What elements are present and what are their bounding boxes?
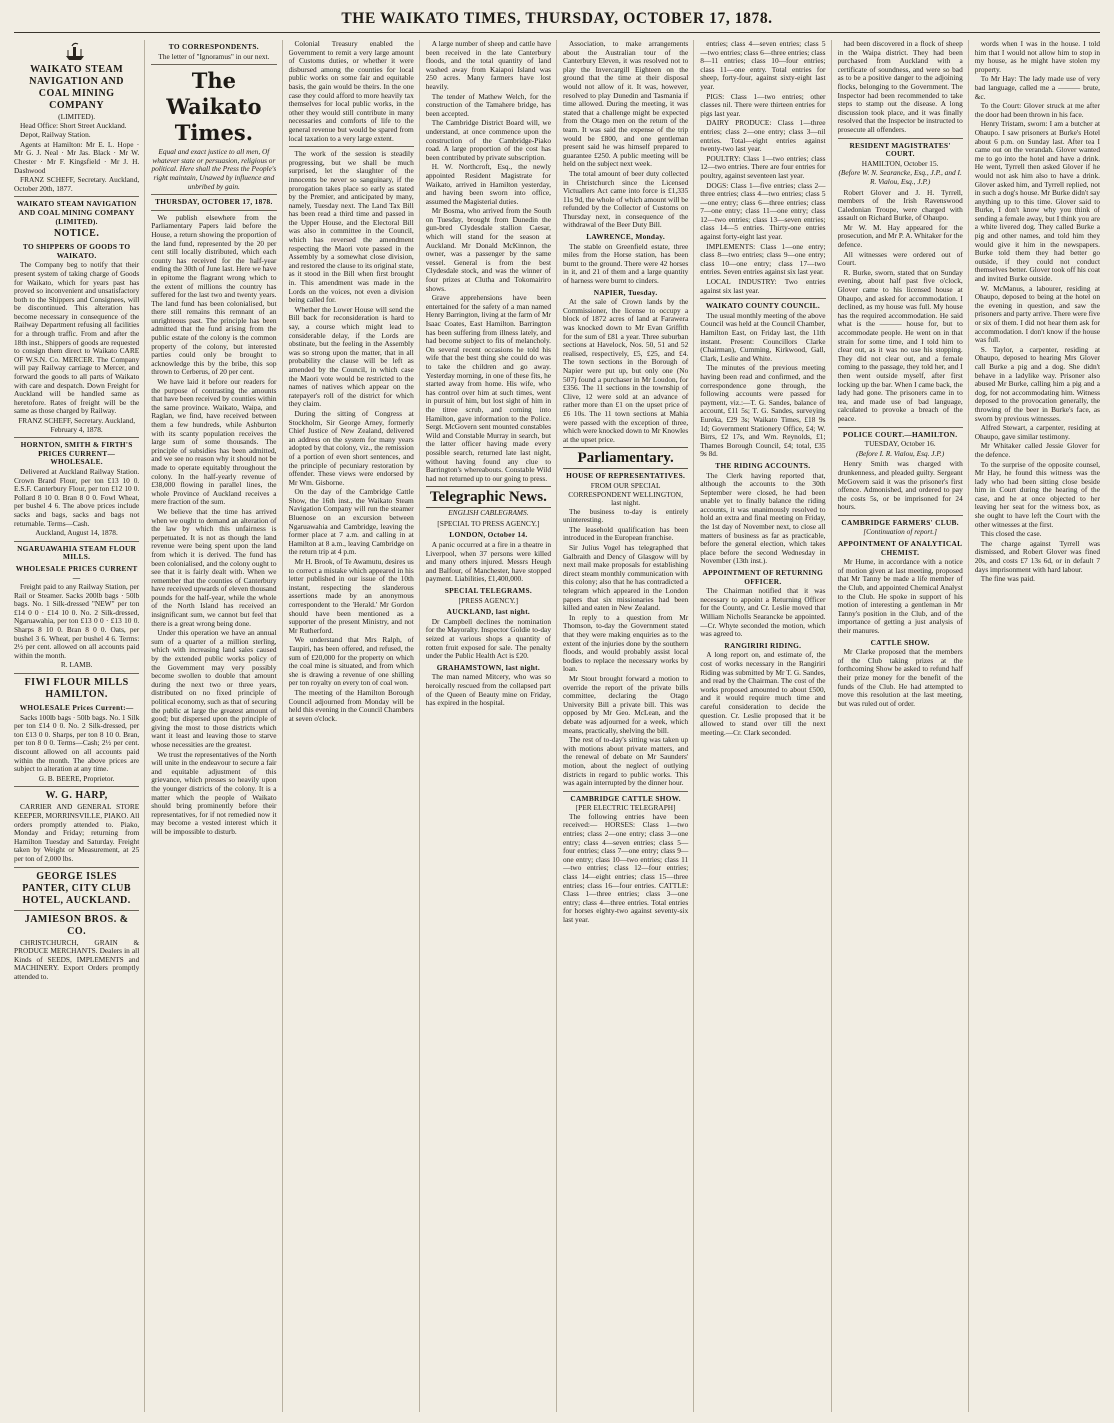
dateline-lawrence: LAWRENCE, Monday. [586,232,665,242]
news-paragraph: The work of the session is steadily progressing, but we shall be much surprised, let the slaughter of the innocents be never so sanguinary, if the prorogation takes place so early as stated by the Premier, and anticipated by many, namely, Tuesday next. The Land Tax Bill has been read a third time and passed in the Upper House, and the Electoral Bill was also in committee in the Council, which has reversed the amendment respecting the Maori vote passed in the Assembly by a somewhat close division, and restored the clause to its original state, as it stood in the Bill when first brought in. This amendment was made in the Lords on the voices, not even a division being called for. [288,149,414,305]
ad4-sign: R. LAMB. [60,660,93,670]
paper-motto: Equal and exact justice to all men, Of whatever state or persuasion, religious or political. Here shall the Press the People's right maintain, Unawed by influence and unbribed by gain. [151,147,277,191]
column-4 [426,40,557,1412]
ad1-line-4: FRANZ SCHEFF, Secretary. Auckland, October 20th, 1877. [14,175,140,193]
news-paragraph: Whether the Lower House will send the Bill back for reconsideration is hard to say, a course which might lead to considerable delay, if the Lords are obstinate, but the feeling in the Assembly was so strong upon the matter, that in all probability the clause will be left as amended by the Council, in which case the Maori vote would be restricted to the names of natives which appear on the ratepayer's roll of the district for which they claim. [288,304,414,409]
ship-logo [14,42,139,62]
news-paragraph: Sir Julius Vogel has telegraphed that Galbraith and Dency of Glasgow will by next mail make proposals for establishing direct steam monthly communication with this colony; also that he has contradicted a telegram which appeared in the London papers that six missionaries had been killed and eaten in New Zealand. [563,543,689,613]
police-court-head: POLICE COURT.—HAMILTON. [842,429,958,439]
separator [14,437,139,438]
news-paragraph: Colonial Treasury enabled the Government to remit a very large amount of Customs duties, or whether it were disbursed among the counties for local public works on some fair and equitable basis, the gain would be theirs. In the one case they could afford to more heavily tax themselves for local public works, in the other they would still contribute in many necessaries and comforts of life to the general revenue but would be spared from local taxation to a very large extent. [288,40,414,143]
column-6 [700,40,831,1412]
news-paragraph: words when I was in the house. I told him that I would not allow him to stop in my house, as he might have stolen my property. [974,40,1100,74]
separator [151,194,276,195]
ad8-head: JAMIESON BROS. & CO. [24,913,129,937]
news-paragraph: Mr Whitaker called Jessie Glover for the defence. [974,441,1100,459]
paper-title: The Waikato Times. [166,68,262,146]
news-paragraph: DAIRY PRODUCE: Class 1—three entries; class 2—one entry; class 3—nil entries. Total—eight entries against twenty-two last year. [700,118,826,154]
ad1-line-2: Depot, Railway Station. [20,130,91,140]
separator [14,867,139,868]
court-before-line: (Before W. N. Searancke, Esq., J.P., and I. R. Vialou, Esq., J.P.) [838,168,962,186]
ad-jamieson [14,914,139,982]
editorial-paragraph: Under this operation we have an annual sum of a quarter of a million sterling, which with increasing land sales caused by the extended public works policy of the Government may very possibly become swollen to double that amount during the next two or three years, distributed on no fixed principle of political economy, such as that of securing the public at large the greatest amount of good; but dispersed upon the principle of giving the most to those districts which want it least and leaving those to starve whose necessities are the greatest. [151,628,277,749]
news-paragraph: Mr Bosma, who arrived from the South on Tuesday, brought from Dunedin the gun-bred Clydesdale stallion Caesar, which will stand for the season at Auckland. Mr Donald McKinnon, the owner, was a passenger by the same vessel. General is from the best Clydesdale stock, and was the winner of four prizes at Clutha and Tokomairiro shows. [425,206,551,293]
separator [14,673,139,674]
ad2-notice: NOTICE. [53,228,100,240]
news-paragraph: Mr Stout brought forward a motion to override the report of the private bills committee, declaring the Otago University Bill a private bill. This was opposed by Mr Geo. McLean, and the debate was adjourned for a week, which means, practically, shelving the bill. [563,673,689,735]
news-paragraph: Henry Smith was charged with drunkenness, and pleaded guilty. Sergeant McGovern said it was the prisoner's first offence. Admonished, and ordered to pay the costs 5s, or be imprisoned for 24 hours. [837,459,963,512]
cattle-show-head: CAMBRIDGE CATTLE SHOW. [570,793,681,803]
farmers-club-head: CAMBRIDGE FARMERS' CLUB. [841,517,959,527]
separator [14,786,139,787]
column-8 [975,40,1100,1412]
special-correspondent-line: FROM OUR SPECIAL CORRESPONDENT WELLINGTON, last night. [568,480,683,508]
column-3 [289,40,420,1412]
press-agency-line: [PRESS AGENCY.] [458,595,519,605]
news-paragraph: LOCAL INDUSTRY: Two entries against six last year. [700,277,826,295]
news-paragraph: Robert Glover and J. H. Tyrrell, members of the Irish Ravenswood Caledonian Troupe, were charged with assault on Richard Burke, of Ohaupo. [837,187,963,223]
news-paragraph: The usual monthly meeting of the above Council was held at the Council Chamber, Hamilton East, on Friday last, the 11th instant. Present: Councillors Clarke (Chairman), Cumming, Kirkwood, Gall, Clark, Leslie and White. [700,310,826,363]
column-5 [563,40,694,1412]
english-cablegrams-head: ENGLISH CABLEGRAMS. [448,508,529,518]
news-paragraph: had been discovered in a flock of sheep in the Waipa district. They had been purchased from Auckland with a certificate of soundness, and were so bad as to be a positive danger to the adjoining flocks, belonging to the Government. The Inspector had been recommended to take steps to stamp out the disease. A long discussion took place, and it was finally resolved that the Inspector be instructed to prosecute all offenders. [837,40,963,134]
ad8-body: CHRISTCHURCH, GRAIN & PRODUCE MERCHANTS. Dealers in all Kinds of SEEDS, IMPLEMENTS and MACHINERY. Export Orders promptly attended to. [14,937,140,981]
separator [289,146,414,147]
news-paragraph: DOGS: Class 1—five entries; class 2—three entries; class 4—two entries; class 5—one entry; class 6—three entries; class 7—one entry; class 11—one entry; class 12—two entries; class 13—seven entries; class 14—5 entries. Thirty-one entries against forty-eight last year. [700,180,826,242]
news-paragraph: On the day of the Cambridge Cattle Show, the 16th inst., the Waikato Steam Navigation Company will run the steamer Bluenose on an excursion between Ngaruawahia and Cambridge, leaving the former place at 7 a.m. and calling in at Hamilton at 8 a.m., leaving Cambridge on the return trip at 4 p.m. [288,487,414,557]
electric-telegraph-line: [PER ELECTRIC TELEGRAPH] [575,803,676,813]
editorial-paragraph: We publish elsewhere from the Parliamentary Papers laid before the House, a return showing the proportion of the land fund, represented by the 20 per cent still locally distributed, which each county has received for the half-year ending the 30th of June last. Here we have in epitome the flagrant wrong which to the extent of millions the country has suffered for the last two and twenty years. The land fund has been colonialised, but there still remains this remnant of an unrighteous past. The principle has been admitted that the fund arising from the public estate of the colony is the common property of the colony, but interested parties could only be brought to acknowledge this by the bribe, this sop thrown to Cerberus, of 20 per cent. [151,212,277,377]
news-paragraph: Mr W. M. Hay appeared for the prosecution, and Mr P. A. Whitaker for the defence. [837,222,963,250]
separator [563,791,688,792]
editorial-paragraph: We believe that the time has arrived when we ought to demand an alteration of the law by which this unfairness is perpetuated. It is not as though the land revenue were being spent upon the land from which it is derived. The fund has been colonialised, and the colony ought to see that it is fairly dealt with. When we remember that the counties of Canterbury have received upwards of eleven thousand pounds for the half-year, while the whole of the North Island has received an insignificant sum, we cannot but feel that there is a great wrong being done. [151,506,277,628]
court-before-line: (Before I. R. Vialou, Esq. J.P.) [856,448,945,458]
editorial-paragraph: We trust the representatives of the North will unite in the endeavour to secure a fair and equitable adjustment of this grievance, which presses so heavily upon the younger districts of the colony. It is a matter which the people of Waikato should bring prominently before their representatives, for if not remedied now it may become a vested interest which it will be impossible to disturb. [151,749,277,836]
news-paragraph: The leasehold qualification has been introduced in the European franchise. [563,524,689,543]
ad-prices-current [14,441,139,538]
ad2-sub: TO SHIPPERS OF GOODS TO WAIKATO. [22,242,131,260]
ad-panter [14,871,139,907]
separator [14,910,139,911]
ad2-head: WAIKATO STEAM NAVIGATION AND COAL MINING COMPANY (LIMITED). [16,199,137,226]
news-paragraph: The rest of to-day's sitting was taken up with motions about private matters, and the renewal of debate on Mr Saunders' motion, about the neglect of outlying districts in regard to public works. This was again interrupted by the dinner hour. [563,735,689,788]
news-paragraph: H. W. Northcroft, Esq., the newly appointed Resident Magistrate for Waikato, arrived in Hamilton yesterday, and having been sworn into office, assumed the Magisterial duties. [425,162,551,206]
news-paragraph: In reply to a question from Mr Thomson, to-day the Government stated that they were making enquiries as to the extent of the injuries done by the southern floods, and would probably assist local bodies to replace the necessary works by loan. [563,612,689,674]
ad-harp [14,790,139,863]
separator [838,515,963,516]
news-paragraph: Association, to make arrangements about the Australian tour of the Canterbury Eleven, it was resolved not to play the Invercargill Eighteen on the ground that the time at their disposal would not allow of it. It was, however, resolved to play Dunedin and Tasmania if time allowed. During the meeting, it was stated that a challenge might be expected from the Otago men on the return of the team. It was said the expense of the trip would be £800, and one gentleman present said he was himself prepared to guarantee £250. A public meeting will be held on the subject next week. [563,40,689,169]
dateline-london: LONDON, October 14. [449,530,528,540]
separator [838,138,963,139]
ad1-line-3: Agents at Hamilton: Mr E. L. Hope · Mr G. J. Neal · Mr Jas. Black · Mr W. Chester · Mr F. Kingsfield · Mr J. H. Dashwood [14,139,140,175]
column-2 [151,40,282,1412]
ad5-sign: G. B. BEERE, Proprietor. [38,773,115,783]
news-paragraph: The Cambridge District Board will, we understand, at once commence upon the construction of the Cambridge-Piako road. A large proportion of the cost has been contributed by private subscription. [425,118,551,162]
resident-magistrates-head: RESIDENT MAGISTRATES' COURT. [849,140,951,159]
separator [838,427,963,428]
news-paragraph: W. McManus, a labourer, residing at Ohaupo, deposed to being at the hotel on the evening in question, and saw the prisoners and party arrive. There were five or six of them. I did not hear them ask for accommodation. I don't know if the house was full. [974,283,1100,345]
news-paragraph: The tender of Mathew Welch, for the construction of the Tamahere bridge, has been accepted. [425,91,551,118]
news-paragraph: A large number of sheep and cattle have been received in the late Canterbury floods, and the total quantity of land washed away from Kaiapoi Island was 250 acres. Many farmers have lost heavily. [425,40,551,91]
news-paragraph: To the Court: Glover struck at me after the door had been thrown in his face. [974,101,1100,119]
ad6-head: W. G. HARP, [45,790,108,802]
telegraphic-news-head: Telegraphic News. [426,486,551,508]
ad4-head: NGARUAWAHIA STEAM FLOUR MILLS. [17,543,137,562]
cattle-show-subhead: CATTLE SHOW. [870,637,930,647]
news-paragraph: At the sale of Crown lands by the Commissioner, the license to occupy a block of 1872 acres of land at Farawera was knocked down to Mr Evan Griffith for the sum of £81 a year. Three suburban sections at Havelock, Nos. 50, 51 and 52 realised, respectively, £5, £25, and £4. The town sections in the Borough of Napier were put up, but only one (No 507) found a purchaser in Mr Loudon, for £356. The 11 sections in the township of Clive, 12 were sold at an advance of rather more than £1 on the upset price of £6 10s. The 11 town sections at Mahia were passed with the exception of three, which were knocked down to Mr Knowles at the upset price. [563,297,689,444]
news-paragraph: Mr Clarke proposed that the members of the Club taking prizes at the forthcoming Show be asked to refund half their prize money for the benefit of the funds of the Club. He had attempted to move this resolution at the last meeting, but was ruled out of order. [837,647,963,708]
news-paragraph: We understand that Mrs Ralph, of Taupiri, has been offered, and refused, the sum of £20,000 for the property on which the coal mine is situated, and from which she is drawing a revenue of one shilling per ton royalty on every ton of coal won. [288,635,414,688]
editorial-paragraph: We have laid it before our readers for the purpose of contrasting the amounts that have been received by counties within the same province. Waikato, Waipa, and Raglan, we find, have received between them a few hundreds, while Ashburton with its scanty population receives the large sum of some thousands. The principle of subsidies has been admitted, and we see no reason why it should not be made to operate equitably throughout the colony. In the half-yearly revenue of £38,000 flowing in parallel lines, the whole Province of Auckland receives a mere fraction of the sum. [151,377,277,507]
rangiriri-riding-head: RANGIRIRI RIDING. [724,640,802,650]
ad5-body: Sacks 100lb bags · 50lb bags. No. 1 Silk per ton £14 0 0. No. 2 Silk-dressed, per ton £13 0 0. Sharps, per ton 8 10 0. Bran, per ton 8 0 0. Terms—Cash; 2½ per cent. discount allowed on all accounts paid within the month. The above prices are subject to alteration at any time. [14,712,140,774]
news-paragraph: To Mr Hay: The lady made use of very bad language, called me a ——— brute, &c. [974,74,1100,101]
news-paragraph: S. Taylor, a carpenter, residing at Ohaupo, deposed to hearing Mrs Glover call Burke a pig and a dog. She didn't behave in a ladylike way. Prisoner also abused Mr Burke, calling him a pig and a dog, for not accommodating him. Witness deposed to the provocation generally, the throwing of the beer in Burke's face, as sworn by previous witnesses. [974,344,1100,423]
news-paragraph: The minutes of the previous meeting having been read and confirmed, and the correspondence gone through, the following accounts were passed for payment, viz.:—T. G. Sandes, balance of account, £11 5s; T. G. Sandes, surveying Eureka, £29 3s; Waikato Times, £18 9s 1d; Government Stationery Office, £4; W. Birrs, £2 17s, and Wm. Reynolds, £1; Thames Borough Council, £4; total, £35 9s 8d. [700,363,826,459]
analytical-chemist-head: APPOINTMENT OF ANALYTICAL CHEMIST. [837,539,963,557]
ad4-sub: WHOLESALE PRICES CURRENT— [15,563,138,582]
ad3-sign: Auckland, August 14, 1878. [35,528,118,538]
news-paragraph: The Chairman notified that it was necessary to appoint a Returning Officer for the County, and Cr. Leslie moved that William Nicholls Searancke be appointed.—Cr. Whyte seconded the motion, which was agreed to. [700,586,826,639]
ad1-line-1: Head Office: Short Street Auckland. [20,120,127,130]
editorial-date: THURSDAY, OCTOBER 17, 1878. [155,197,273,207]
column-1 [14,40,145,1412]
news-paragraph: entries; class 4—seven entries; class 5—two entries; class 6—three entries; class 8—11 entries; class 10—four entries; class 11—one entry. Total entries for sheep, forty-four, against sixty-eight last year. [700,40,826,91]
ad1-head: WAIKATO STEAM NAVIGATION AND COAL MINING COMPANY [29,64,124,111]
news-paragraph: A long report on, and estimate of, the cost of works necessary in the Rangiriri Riding was submitted by Mr T. G. Sandes, and read by the Chairman. The cost of the works proposed amounted to about £500, and it would require much time and careful consideration to decide the question. Cr. Leslie proposed that it be allowed to stand over till the next meeting.—Cr. Clark seconded. [700,650,826,737]
dateline-napier: NAPIER, Tuesday. [593,287,658,297]
dateline-hamilton: HAMILTON, October 15. [861,158,939,168]
ad-notice-shippers [14,200,139,434]
news-paragraph: The total amount of beer duty collected in Christchurch since the Licensed Victuallers Act came into force is £1,335 11s 9d, the whole of which amount will be refunded by the Collector of Customs on Thursday next, in consequence of the withdrawal of the Beer Duty Bill. [563,168,689,230]
news-paragraph: Mr Hume, in accordance with a notice of motion given at last meeting, proposed that Mr Tanny be made a life member of the Club, and appointed Chemical Analyst to the Club. He spoke in support of his motion of interesting a gentleman in Mr Tanny's position in the Club, and of the importance of getting a just analysis of their manures. [837,557,963,635]
separator [14,541,139,542]
steamship-icon [64,42,86,62]
news-paragraph: During the sitting of Congress at Stockholm, Sir George Arney, formerly Chief Justice of New Zealand, delivered an address on the system for many years adopted by that colony, viz., the remission of a portion of even short sentences, and the principle of pecuniary restoration by offender. These views were endorsed by Mr Wm. Gisborne. [288,408,414,487]
separator [14,196,139,197]
news-paragraph: PIGS: Class 1—two entries; other classes nil. There were thirteen entries for pigs last year. [700,91,826,118]
special-telegrams-head: SPECIAL TELEGRAMS. [444,586,533,596]
ad2-body: The Company beg to notify that their present system of taking charge of Goods for Waikato, which for years past has proved so inconvenient and unsatisfactory both to the Shippers and Consignees, will be discontinued. This alteration has become necessary in consequence of the Railway Department refusing all facilities for a through traffic. From and after the 18th inst., Shippers of goods are requested to consign them direct to Waikato CARE OF W.S.N. Co. MERCER. The Company will pay Railway carriage to Mercer, and forward the goods to all parts of Waikato with care and despatch. Down Freight for Auckland will be handled same as heretofore. Rates of freight will be the same as those charged by Railway. [14,260,140,416]
news-paragraph: The charge against Tyrrell was dismissed, and Robert Glover was fined 20s, and costs £7 13s 6d, or in default 7 days imprisonment with hard labour. [974,538,1100,574]
press-agency-line: [SPECIAL TO PRESS AGENCY.] [437,518,540,528]
news-paragraph: A panic occurred at a fire in a theatre in Liverpool, when 37 persons were killed and many others injured. Messrs Heugh and Balfour, of Manchester, have stopped payment. Liabilities, £1,400,000. [425,540,551,584]
ad2-sign: FRANZ SCHEFF, Secretary. Auckland, February 4, 1878. [18,416,136,434]
returning-officer-head: APPOINTMENT OF RETURNING OFFICER. [702,568,824,586]
news-paragraph: POULTRY: Class 1—two entries; class 12—two entries. There are four entries for poultry, against seventeen last year. [700,153,826,180]
news-paragraph: The business to-day is entirely uninteresting. [563,506,689,525]
news-paragraph: R. Burke, sworn, stated that on Sunday evening, about half past five o'clock, Glover came to his licensed house at Ohaupo, and asked for accommodation. I declined, as my house was full. My house has the required accommodation. He said what is the ——— house for, but to accommodate people. He went on in that strain for some time, and I told him to clear out, as it was no use his stopping. They did not clear out, and a female coming to the passage, they told her, and I then went outside myself, after first locking up the bar. When I came back, the lady had gone. The prisoners came in to tea, and made use of bad language, calculated to provoke a breach of the peace. [837,267,963,423]
newspaper-columns [14,40,1100,1412]
masthead: THE WAIKATO TIMES, THURSDAY, OCTOBER 17, 1878. [341,10,773,27]
ad-flour-mills [14,545,139,670]
news-paragraph: Mr H. Brook, of Te Awamutu, desires us to correct a mistake which appeared in his letter published in our issue of the 10th instant, respecting the slanderous assertions made by an anonymous correspondent to the 'Herald.' Mr Gordon should have been mentioned as a supporter of the present Ministry, and not Mr Rutherford. [288,557,414,635]
news-paragraph: This closed the case. [980,529,1042,539]
ad7-head: GEORGE ISLES PANTER, CITY CLUB HOTEL, AUCKLAND. [22,870,132,906]
news-paragraph: The stable on Greenfield estate, three miles from the Horse station, has been burnt to the ground. There were 42 horses in it, and 21 of them and a large quantity of harness were burnt to cinders. [563,241,689,286]
riding-accounts-head: THE RIDING ACCOUNTS. [715,460,811,470]
column-7 [838,40,969,1412]
separator [700,298,825,299]
ad6-body: CARRIER AND GENERAL STORE KEEPER, MORRINSVILLE, PIAKO. All orders promptly attended to. Piako, Monday and Friday; returning from Hamilton Tuesday and Saturday. Freight taken by Weight or Measurement, at 25 per ton of 2,000 lbs. [14,802,140,863]
continuation-line: [Continuation of report.] [863,527,938,537]
ad5-sub: WHOLESALE Prices Current:— [19,703,134,713]
news-paragraph: The fine was paid. [980,574,1035,584]
masthead-rule [14,32,1100,33]
dateline-grahamstown: GRAHAMSTOWN, last night. [436,662,541,672]
news-paragraph: The Clerk having reported that, although the accounts to the 30th September were closed, he had been unable yet to finally balance the riding accounts, it was unanimously resolved to hold an extra and final meeting on Friday, the 1st day of November next, to close all matters of business as far as practicable, before the general election, which takes place before the second Wednesday in November (13th inst.). [700,470,826,566]
county-council-head: WAIKATO COUNTY COUNCIL. [705,301,821,311]
news-paragraph: Dr Campbell declines the nomination for the Mayoralty. Inspector Goldie to-day seized at various shops a quantity of rotten fruit exposed for sale. The penalty under the Public Health Act is £20. [425,616,551,661]
ad4-body: Freight paid to any Railway Station, per Rail or Steamer. Sacks 200lb bags · 50lb bags. No. 1 Silk-dressed "NEW" per ton £14 0 0 · £14 10 0. No. 2 Silk-dressed, Ngaruawahia, per ton £13 0 0 · £13 10 0. Sharps 8 10 0. Bran 8 0 0. Oats, per bushel 3 6. Wheat, per bushel 4 6. Terms: 2½ per cent. allowed on all accounts paid within the month. [14,582,140,660]
news-paragraph: The following entries have been received:— HORSES: Class 1—two entries; class 2—one entry; class 3—one entry; class 4—seven entries; class 5—four entries; class 7—one entry; class 9—one entry; class 10—two entries; class 11—two entries; class 12—four entries; class 14—eight entries; class 15—three entries; class 16—four entries. CATTLE: Class 1—three entries; class 3—one entry; class 4—three entries. Total entries for horses eighty-two against seventy-six last year. [563,811,689,924]
ad5-head: FIWI FLOUR MILLS HAMILTON. [24,677,129,701]
separator [151,64,276,65]
news-paragraph: IMPLEMENTS: Class 1—one entry; class 8—two entries; class 9—one entry; class 10—one entry; class 17—two entries. Seven entries against six last year. [700,241,826,277]
ad-steam-navigation [14,42,139,193]
news-paragraph: Henry Tristam, sworn: I am a butcher at Ohaupo. I saw prisoners at Burke's Hotel about 6 p.m. on Sunday last. After tea I came out on the verandah. Glover wanted me to go into the hotel and have a drink. He went, Tyrrell then asked Glover if he would not ask him also to have a drink. Glover asked him, and Tyrrell replied, not in such a dog's house. Mr Burke didn't say anything up to this time. Glover said to Burke, I don't know why you think of sending a female away, but I think you are a white livered dog. They called Burke a pig and other names, and told him they would give it him in the newspapers. Burke told them they had better go outside, if they could not conduct themselves better. Glover took off his coat and invited Burke outside. [974,119,1100,284]
correspondents-body: The letter of "Ignoramus" in our next. [158,51,270,61]
news-paragraph: The man named Mitcery, who was so heroically rescued from the collapsed part of the Queen of Beauty mine on Friday, has expired in the hospital. [425,672,551,708]
news-paragraph: The meeting of the Hamilton Borough Council adjourned from Monday will be held this evening in the Council Chambers at seven o'clock. [288,687,414,723]
correspondents-head: TO CORRESPONDENTS. [168,42,259,51]
ad3-head: HORNTON, SMITH & FIRTH'S PRICES CURRENT—WHOLESALE. [20,440,133,467]
news-paragraph: To the surprise of the opposite counsel, Mr Hay, he found this witness was the lady who had been sitting close beside him in Court during the hearing of the case, and he at once objected to her leaving her seat for the witness box, as she ought to have left the Court with the other witnesses at the first. [974,459,1100,529]
dateline-tuesday: TUESDAY, October 16. [864,439,936,449]
news-paragraph: All witnesses were ordered out of Court. [837,249,963,268]
news-paragraph: Grave apprehensions have been entertained for the safety of a man named Henry Barrington, living at the farm of Mr Isaac Coates, East Hamilton. Barrington has been suffering from illness lately, and had become subject to fits of melancholy. On several recent occasions he told his wife that the best thing she could do was to take the children and go away. Yesterday morning, in one of these fits, he started away from home. His wife, who has control over him at such times, went in pursuit of him, but lost sight of him in the titree scrub, and coming into Hamilton, gave information to the Police. Sergt. McGovern sent mounted constables Wild and Constable Murray in search, but the latter officer having made every possible search, returned late last night, without having found any clue to Barrington's whereabouts. Constable Wild had not returned up to our going to press. [425,293,551,483]
house-of-representatives-head: HOUSE OF REPRESENTATIVES. [566,471,686,481]
news-paragraph: Alfred Stewart, a carpenter, residing at Ohaupo, gave similar testimony. [974,423,1100,441]
dateline-auckland: AUCKLAND, last night. [446,607,531,617]
ad-fiwi-mills [14,677,139,783]
parliamentary-head: Parliamentary. [563,447,688,469]
ad3-body: Delivered at Auckland Railway Station. Crown Brand Flour, per ton £13 10 0. E.S.F. Canterbury Flour, per ton £12 10 0. Pollard 8 10 0. Bran 8 0 0. Fowl Wheat, per bushel 4 6. The above prices include sacks and bags, sacks and bags not returnable. Terms—Cash. [14,466,140,528]
separator [151,210,276,211]
ad1-sub: (LIMITED). [58,112,96,121]
